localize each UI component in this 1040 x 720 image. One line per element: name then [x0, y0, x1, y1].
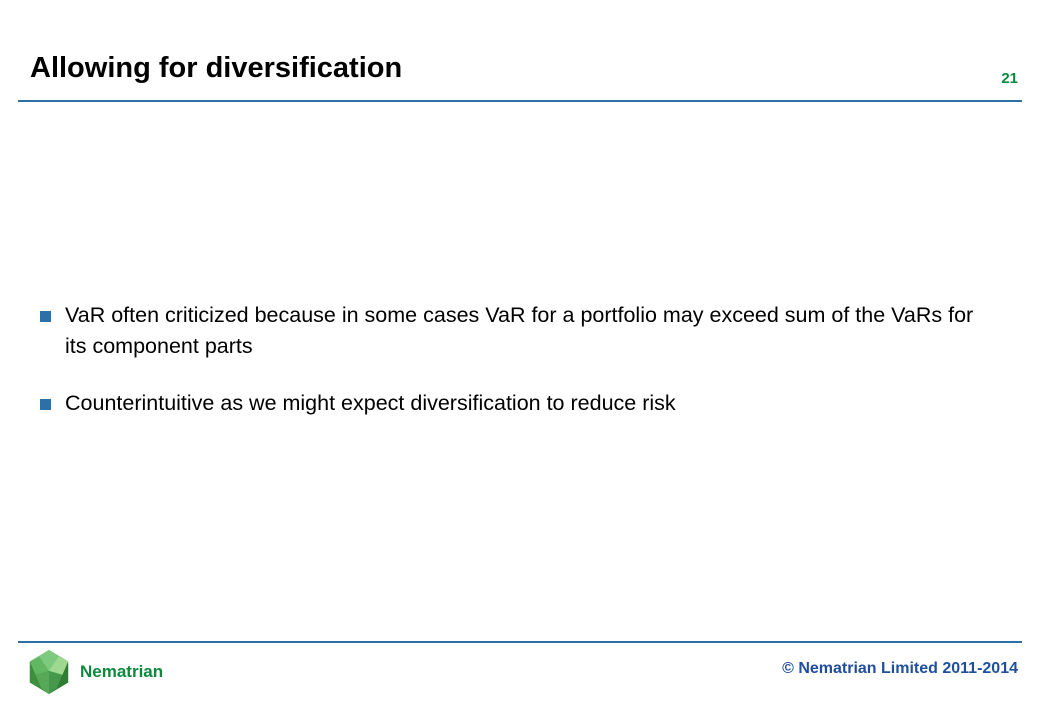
footer-divider — [18, 641, 1022, 643]
footer-brand — [26, 648, 163, 696]
bullet-list — [36, 300, 996, 419]
list-item-text: VaR often criticized because in some cases VaR for a portfolio may exceed sum of the VaRs for its component parts — [65, 303, 974, 358]
list-item — [36, 388, 996, 419]
copyright-text: © Nematrian Limited 2011-2014 — [782, 660, 1018, 677]
header-divider — [18, 100, 1022, 102]
page-number: 21 — [1001, 70, 1018, 87]
list-item — [36, 300, 996, 362]
page-title: Allowing for diversification — [30, 52, 403, 84]
polyhedron-logo-icon — [26, 648, 72, 696]
brand-name: Nematrian — [80, 662, 164, 681]
bullet-square-icon — [40, 399, 51, 410]
list-item-text: Counterintuitive as we might expect diversification to reduce risk — [65, 391, 676, 415]
bullet-square-icon — [40, 311, 51, 322]
